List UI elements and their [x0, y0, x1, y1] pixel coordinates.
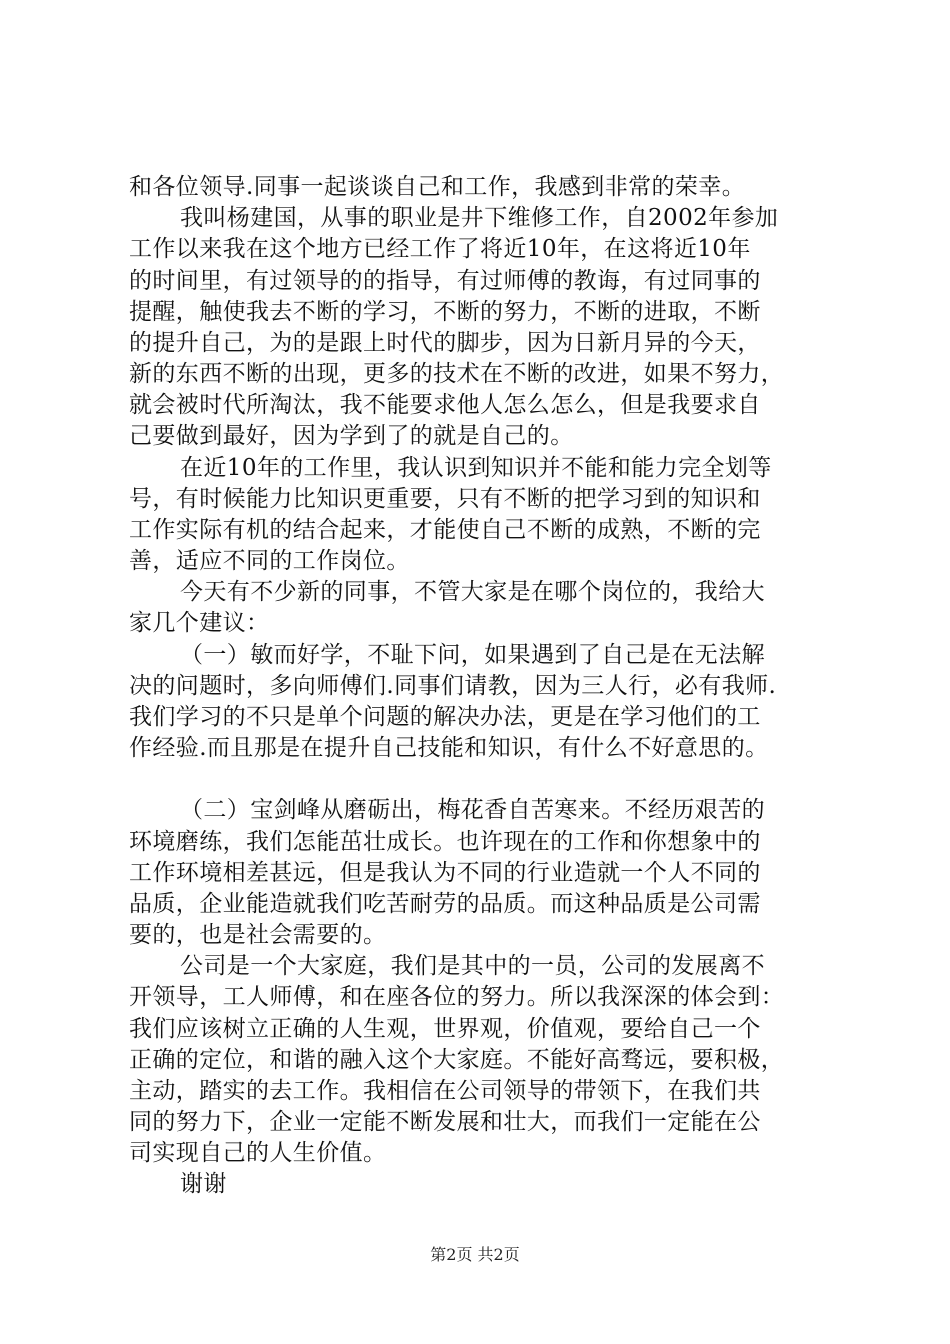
text-line: （一）敏而好学，不耻下问，如果遇到了自己是在无法解: [180, 642, 765, 668]
text-line: 决的问题时，多向师傅们.同事们请教，因为三人行，必有我师.: [129, 673, 777, 699]
text-line: （二）宝剑峰从磨砺出，梅花香自苦寒来。不经历艰苦的: [180, 797, 765, 823]
text-line: 和各位领导.同事一起谈谈自己和工作，我感到非常的荣幸。: [129, 174, 746, 200]
text-line: 提醒，触使我去不断的学习，不断的努力，不断的进取，不断: [129, 299, 761, 325]
text-line: 的时间里，有过领导的的指导，有过师傅的教诲，有过同事的: [129, 268, 761, 294]
text-line: 己要做到最好，因为学到了的就是自己的。: [129, 423, 574, 449]
text-line: 号，有时候能力比知识更重要，只有不断的把学习到的知识和: [129, 486, 761, 512]
text-line: 工作实际有机的结合起来，才能使自己不断的成熟，不断的完: [129, 517, 761, 543]
text-line: 开领导，工人师傅，和在座各位的努力。所以我深深的体会到：: [129, 984, 785, 1010]
text-line: 工作以来我在这个地方已经工作了将近10年，在这将近10年: [129, 236, 751, 262]
text-line: 我们应该树立正确的人生观，世界观，价值观，要给自己一个: [129, 1016, 761, 1042]
text-line: 主动，踏实的去工作。我相信在公司领导的带领下，在我们共: [129, 1078, 761, 1104]
text-line: 公司是一个大家庭，我们是其中的一员，公司的发展离不: [180, 953, 765, 979]
text-line: 善，适应不同的工作岗位。: [129, 548, 410, 574]
text-line: 品质，企业能造就我们吃苦耐劳的品质。而这种品质是公司需: [129, 891, 761, 917]
text-line: 司实现自己的人生价值。: [129, 1140, 387, 1166]
text-line: 同的努力下，企业一定能不断发展和壮大，而我们一定能在公: [129, 1109, 761, 1135]
text-line: 我叫杨建国，从事的职业是井下维修工作，自2002年参加: [180, 205, 779, 231]
text-line: 我们学习的不只是单个问题的解决办法，更是在学习他们的工: [129, 704, 761, 730]
text-line: 就会被时代所淘汰，我不能要求他人怎么怎么，但是我要求自: [129, 392, 761, 418]
text-line: 环境磨练，我们怎能茁壮成长。也许现在的工作和你想象中的: [129, 829, 761, 855]
text-line: 的提升自己，为的是跟上时代的脚步，因为日新月异的今天，: [129, 330, 761, 356]
page-footer: 第2页 共2页: [430, 1245, 520, 1264]
text-line: 家几个建议：: [129, 610, 270, 636]
text-line: 作经验.而且那是在提升自己技能和知识，有什么不好意思的。: [129, 735, 769, 761]
text-line: 新的东西不断的出现，更多的技术在不断的改进，如果不努力，: [129, 361, 785, 387]
text-line: 要的，也是社会需要的。: [129, 922, 387, 948]
text-line: 在近10年的工作里，我认识到知识并不能和能力完全划等: [180, 455, 772, 481]
closing-line: 谢谢: [180, 1171, 227, 1197]
text-line: 正确的定位，和谐的融入这个大家庭。不能好高骛远，要积极，: [129, 1047, 785, 1073]
text-line: 工作环境相差甚远，但是我认为不同的行业造就一个人不同的: [129, 860, 761, 886]
text-line: 今天有不少新的同事，不管大家是在哪个岗位的，我给大: [180, 579, 765, 605]
